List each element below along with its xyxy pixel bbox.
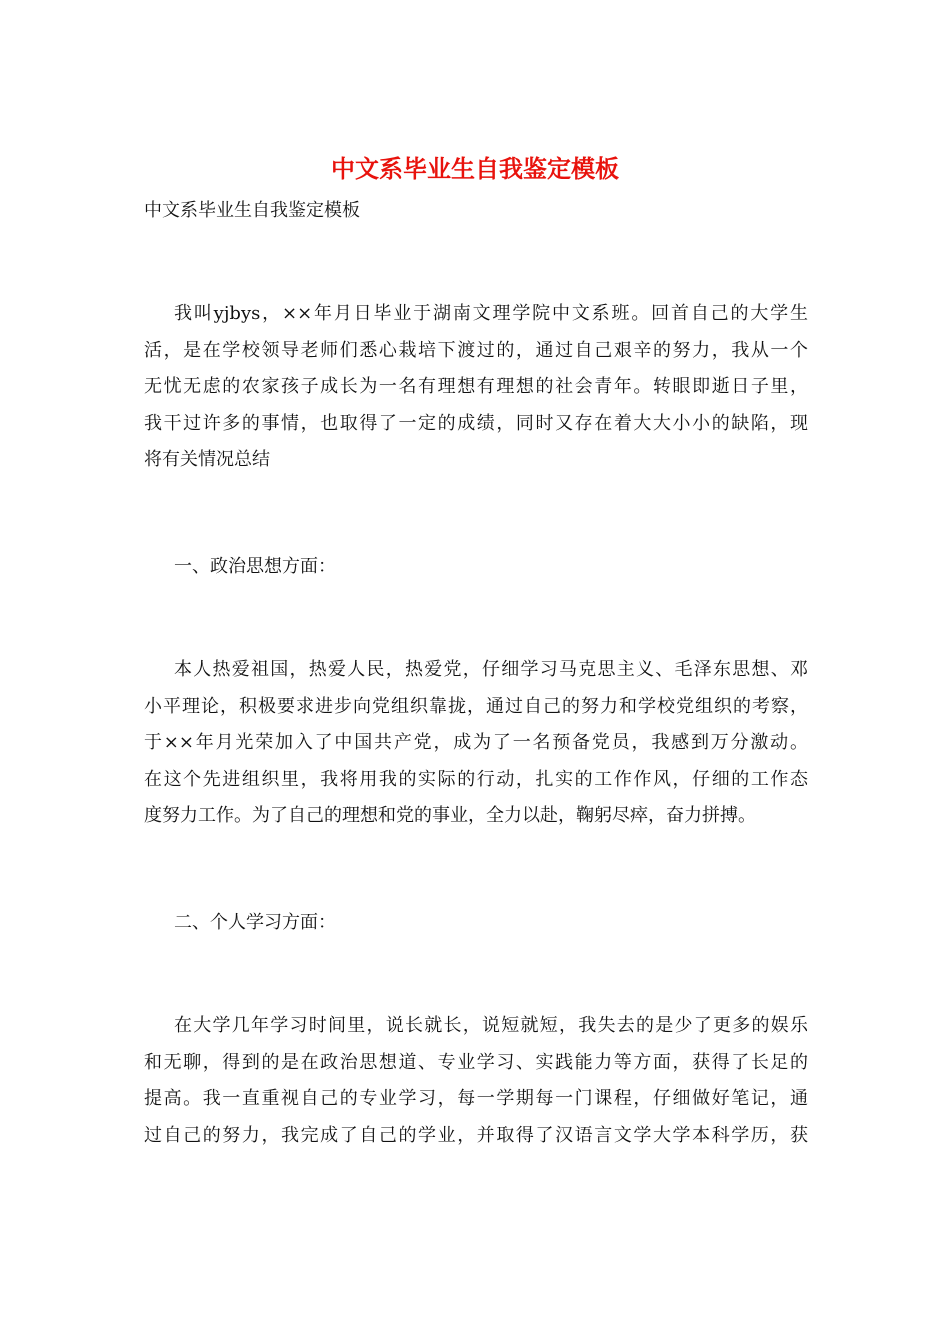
paragraph-line: 在这个先进组织里，我将用我的实际的行动，扎实的工作作风，仔细的工作态 [144,768,808,790]
paragraph-line: 活，是在学校领导老师们悉心栽培下渡过的，通过自己艰辛的努力，我从一个 [144,339,808,361]
intro-paragraph [144,296,808,479]
paragraph-line: 度努力工作。为了自己的理想和党的事业，全力以赴，鞠躬尽瘁，奋力拼搏。 [144,805,756,827]
paragraph-line: 于××年月光荣加入了中国共产党，成为了一名预备党员，我感到万分激动。 [144,732,808,754]
politics-paragraph [144,652,808,835]
paragraph-line: 将有关情况总结 [144,449,270,471]
section-heading-study: 二、个人学习方面： [174,912,336,933]
section-heading-politics: 一、政治思想方面： [174,556,336,577]
paragraph-line: 我叫yjbys，××年月日毕业于湖南文理学院中文系班。回首自己的大学生 [174,303,808,324]
paragraph-line: 过自己的努力，我完成了自己的学业，并取得了汉语言文学大学本科学历，获 [144,1124,808,1146]
paragraph-line: 在大学几年学习时间里，说长就长，说短就短，我失去的是少了更多的娱乐 [174,1015,808,1036]
paragraph-line: 小平理论，积极要求进步向党组织靠拢，通过自己的努力和学校党组织的考察， [144,695,808,717]
paragraph-line: 我干过许多的事情，也取得了一定的成绩，同时又存在着大大小小的缺陷，现 [144,412,808,434]
document-title: 中文系毕业生自我鉴定模板 [331,154,619,183]
study-paragraph [144,1008,808,1154]
paragraph-line: 本人热爱祖国，热爱人民，热爱党，仔细学习马克思主义、毛泽东思想、邓 [174,659,808,680]
document-subtitle: 中文系毕业生自我鉴定模板 [144,200,360,221]
paragraph-line: 无忧无虑的农家孩子成长为一名有理想有理想的社会青年。转眼即逝日子里， [144,376,808,398]
paragraph-line: 和无聊，得到的是在政治思想道、专业学习、实践能力等方面，获得了长足的 [144,1051,808,1073]
paragraph-line: 提高。我一直重视自己的专业学习，每一学期每一门课程，仔细做好笔记，通 [144,1088,808,1110]
